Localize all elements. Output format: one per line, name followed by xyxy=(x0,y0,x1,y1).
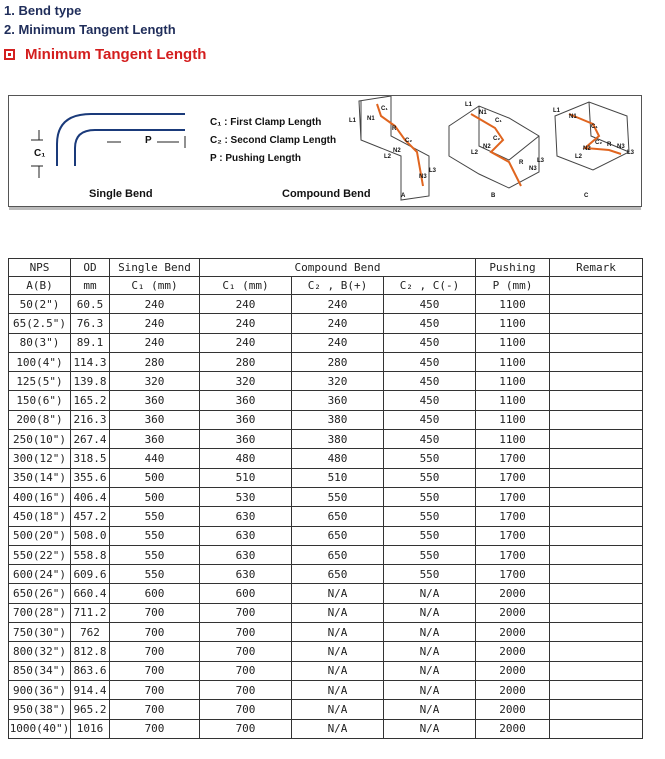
cell-compound-c1: 700 xyxy=(200,603,292,622)
cell-remark xyxy=(550,623,643,642)
compound-view-c xyxy=(555,102,629,170)
cell-compound-c1: 630 xyxy=(200,565,292,584)
subheader-cb-c2c: C₂ , C(-) xyxy=(384,277,476,295)
table-row xyxy=(9,545,643,564)
cell-nps: 950(38") xyxy=(9,700,71,719)
cell-od: 89.1 xyxy=(71,333,110,352)
cell-od: 1016 xyxy=(71,719,110,738)
cell-compound-c1: 480 xyxy=(200,449,292,468)
cell-pushing: 2000 xyxy=(476,584,550,603)
table-row xyxy=(9,295,643,314)
cell-od: 406.4 xyxy=(71,487,110,506)
cell-compound-c2-b: 240 xyxy=(292,333,384,352)
cell-od: 318.5 xyxy=(71,449,110,468)
cell-pushing: 1100 xyxy=(476,333,550,352)
tag-l1-a: L1 xyxy=(349,118,357,124)
tangent-length-table xyxy=(8,258,643,739)
cell-nps: 500(20") xyxy=(9,526,71,545)
table-row xyxy=(9,468,643,487)
table-row xyxy=(9,526,643,545)
tag-c1-a: C₁ xyxy=(381,106,388,112)
cell-nps: 1000(40") xyxy=(9,719,71,738)
cell-single-c1: 700 xyxy=(110,623,200,642)
cell-nps: 750(30") xyxy=(9,623,71,642)
cell-compound-c2-b: 280 xyxy=(292,352,384,371)
cell-remark xyxy=(550,507,643,526)
cell-remark xyxy=(550,565,643,584)
cell-od: 60.5 xyxy=(71,295,110,314)
table-row xyxy=(9,391,643,410)
cell-nps: 300(12") xyxy=(9,449,71,468)
cell-remark xyxy=(550,661,643,680)
cell-od: 660.4 xyxy=(71,584,110,603)
cell-remark xyxy=(550,410,643,429)
cell-remark xyxy=(550,719,643,738)
cell-single-c1: 500 xyxy=(110,487,200,506)
cell-compound-c2-c: 550 xyxy=(384,565,476,584)
cell-compound-c2-b: N/A xyxy=(292,700,384,719)
table-row xyxy=(9,314,643,333)
cell-compound-c1: 240 xyxy=(200,314,292,333)
tag-l1-b: L1 xyxy=(465,102,473,108)
cell-compound-c1: 530 xyxy=(200,487,292,506)
cell-nps: 350(14") xyxy=(9,468,71,487)
tag-l2-a: L2 xyxy=(384,154,392,160)
cell-compound-c2-c: 450 xyxy=(384,352,476,371)
cell-compound-c2-b: 650 xyxy=(292,545,384,564)
cell-remark xyxy=(550,584,643,603)
tag-l3-b: L3 xyxy=(537,158,545,164)
table-row xyxy=(9,565,643,584)
cell-od: 114.3 xyxy=(71,352,110,371)
table-row xyxy=(9,449,643,468)
cell-single-c1: 700 xyxy=(110,603,200,622)
cell-remark xyxy=(550,372,643,391)
header-remark: Remark xyxy=(550,259,643,277)
header-single-bend: Single Bend xyxy=(110,259,200,277)
cell-compound-c2-c: 550 xyxy=(384,487,476,506)
tag-c1-c: C₁ xyxy=(591,124,598,130)
tag-l2-b: L2 xyxy=(471,150,479,156)
cell-compound-c2-b: N/A xyxy=(292,642,384,661)
cell-compound-c2-b: N/A xyxy=(292,719,384,738)
cell-single-c1: 360 xyxy=(110,410,200,429)
square-bullet-icon xyxy=(4,49,15,60)
tag-c1-b: C₁ xyxy=(495,118,502,124)
cell-pushing: 2000 xyxy=(476,642,550,661)
cell-pushing: 1100 xyxy=(476,391,550,410)
cell-compound-c1: 630 xyxy=(200,507,292,526)
cell-pushing: 1100 xyxy=(476,314,550,333)
cell-pushing: 1700 xyxy=(476,545,550,564)
table-row xyxy=(9,372,643,391)
cell-od: 76.3 xyxy=(71,314,110,333)
cell-pushing: 1100 xyxy=(476,410,550,429)
cell-remark xyxy=(550,468,643,487)
cell-nps: 65(2.5") xyxy=(9,314,71,333)
table-row xyxy=(9,680,643,699)
cell-pushing: 1700 xyxy=(476,526,550,545)
cell-single-c1: 550 xyxy=(110,526,200,545)
cell-compound-c1: 630 xyxy=(200,526,292,545)
table-row xyxy=(9,487,643,506)
cell-od: 558.8 xyxy=(71,545,110,564)
cell-nps: 650(26") xyxy=(9,584,71,603)
cell-remark xyxy=(550,391,643,410)
cell-nps: 850(34") xyxy=(9,661,71,680)
cell-compound-c2-c: 450 xyxy=(384,314,476,333)
tag-n1-b: N1 xyxy=(479,110,487,116)
cell-single-c1: 550 xyxy=(110,507,200,526)
legend-p: P : Pushing Length xyxy=(210,153,301,164)
bend-diagram xyxy=(8,95,642,207)
cell-remark xyxy=(550,700,643,719)
cell-nps: 800(32") xyxy=(9,642,71,661)
single-bend-caption: Single Bend xyxy=(89,188,153,200)
cell-remark xyxy=(550,545,643,564)
cell-pushing: 1700 xyxy=(476,468,550,487)
tag-c2-c: C₂ xyxy=(595,140,602,146)
cell-compound-c1: 360 xyxy=(200,430,292,449)
cell-compound-c2-c: 450 xyxy=(384,333,476,352)
legend-c2: C₂ : Second Clamp Length xyxy=(210,135,337,146)
view-b-label: B xyxy=(491,193,496,199)
cell-pushing: 1100 xyxy=(476,372,550,391)
cell-od: 914.4 xyxy=(71,680,110,699)
cell-compound-c2-b: N/A xyxy=(292,603,384,622)
cell-pushing: 1700 xyxy=(476,565,550,584)
cell-nps: 400(16") xyxy=(9,487,71,506)
cell-single-c1: 240 xyxy=(110,295,200,314)
cell-compound-c1: 630 xyxy=(200,545,292,564)
cell-compound-c2-c: N/A xyxy=(384,584,476,603)
cell-remark xyxy=(550,333,643,352)
view-c-label: C xyxy=(584,193,589,199)
table-row xyxy=(9,352,643,371)
cell-nps: 200(8") xyxy=(9,410,71,429)
cell-pushing: 1100 xyxy=(476,295,550,314)
cell-compound-c2-c: N/A xyxy=(384,642,476,661)
cell-nps: 900(36") xyxy=(9,680,71,699)
compound-path-a xyxy=(377,104,423,186)
cell-od: 762 xyxy=(71,623,110,642)
table-row xyxy=(9,603,643,622)
heading-bend-type: 1. Bend type xyxy=(4,3,82,18)
cell-compound-c1: 700 xyxy=(200,680,292,699)
section-title xyxy=(4,44,206,64)
tag-l3-c: L3 xyxy=(627,150,635,156)
tag-n2-a: N2 xyxy=(393,148,401,154)
cell-nps: 450(18") xyxy=(9,507,71,526)
cell-compound-c1: 360 xyxy=(200,391,292,410)
tag-c2-a: C₂ xyxy=(405,138,412,144)
subheader-cb-c1: C₁ (mm) xyxy=(200,277,292,295)
cell-compound-c2-c: 450 xyxy=(384,295,476,314)
cell-remark xyxy=(550,642,643,661)
cell-od: 267.4 xyxy=(71,430,110,449)
cell-remark xyxy=(550,487,643,506)
cell-od: 139.8 xyxy=(71,372,110,391)
cell-pushing: 1700 xyxy=(476,507,550,526)
cell-pushing: 1700 xyxy=(476,449,550,468)
cell-nps: 700(28") xyxy=(9,603,71,622)
cell-compound-c2-c: N/A xyxy=(384,719,476,738)
cell-pushing: 2000 xyxy=(476,661,550,680)
cell-nps: 100(4") xyxy=(9,352,71,371)
table-header-row-2 xyxy=(9,277,643,295)
cell-compound-c2-c: 550 xyxy=(384,545,476,564)
table-row xyxy=(9,584,643,603)
cell-compound-c2-c: N/A xyxy=(384,623,476,642)
cell-pushing: 1100 xyxy=(476,430,550,449)
cell-pushing: 2000 xyxy=(476,603,550,622)
table-header-row-1 xyxy=(9,259,643,277)
tag-n1-c: N1 xyxy=(569,114,577,120)
cell-nps: 600(24") xyxy=(9,565,71,584)
cell-pushing: 2000 xyxy=(476,623,550,642)
tag-l3-a: L3 xyxy=(429,168,437,174)
table-row xyxy=(9,623,643,642)
cell-single-c1: 700 xyxy=(110,680,200,699)
cell-compound-c1: 700 xyxy=(200,661,292,680)
header-od: OD xyxy=(71,259,110,277)
cell-compound-c2-b: 360 xyxy=(292,391,384,410)
compound-path-c xyxy=(569,114,621,154)
cell-pushing: 2000 xyxy=(476,719,550,738)
cell-remark xyxy=(550,352,643,371)
cell-pushing: 2000 xyxy=(476,680,550,699)
cell-remark xyxy=(550,430,643,449)
cell-od: 609.6 xyxy=(71,565,110,584)
cell-compound-c2-b: N/A xyxy=(292,584,384,603)
cell-compound-c2-c: N/A xyxy=(384,603,476,622)
tag-n1-a: N1 xyxy=(367,116,375,122)
table-row xyxy=(9,719,643,738)
cell-pushing: 1700 xyxy=(476,487,550,506)
subheader-remark xyxy=(550,277,643,295)
cell-remark xyxy=(550,603,643,622)
cell-single-c1: 550 xyxy=(110,565,200,584)
cell-single-c1: 700 xyxy=(110,642,200,661)
cell-compound-c1: 700 xyxy=(200,719,292,738)
cell-compound-c1: 700 xyxy=(200,623,292,642)
cell-od: 355.6 xyxy=(71,468,110,487)
cell-compound-c2-b: N/A xyxy=(292,661,384,680)
single-bend-pipe xyxy=(57,114,185,166)
tag-c2-b: C₂ xyxy=(493,136,500,142)
table-row xyxy=(9,661,643,680)
cell-pushing: 1100 xyxy=(476,352,550,371)
subheader-nps: A(B) xyxy=(9,277,71,295)
header-compound-bend: Compound Bend xyxy=(200,259,476,277)
compound-view-b xyxy=(449,106,539,188)
cell-remark xyxy=(550,680,643,699)
cell-single-c1: 360 xyxy=(110,391,200,410)
cell-compound-c2-b: N/A xyxy=(292,680,384,699)
table-row xyxy=(9,410,643,429)
cell-od: 216.3 xyxy=(71,410,110,429)
cell-compound-c1: 600 xyxy=(200,584,292,603)
subheader-single: C₁ (mm) xyxy=(110,277,200,295)
cell-compound-c2-c: 450 xyxy=(384,372,476,391)
section-title-text: Minimum Tangent Length xyxy=(25,45,207,63)
cell-nps: 250(10") xyxy=(9,430,71,449)
cell-single-c1: 320 xyxy=(110,372,200,391)
cell-single-c1: 500 xyxy=(110,468,200,487)
tag-l2-c: L2 xyxy=(575,154,583,160)
cell-compound-c2-c: N/A xyxy=(384,661,476,680)
cell-compound-c2-c: N/A xyxy=(384,700,476,719)
cell-single-c1: 700 xyxy=(110,661,200,680)
tag-r-c: R xyxy=(607,142,612,148)
cell-pushing: 2000 xyxy=(476,700,550,719)
cell-remark xyxy=(550,526,643,545)
cell-compound-c2-b: 380 xyxy=(292,410,384,429)
subheader-pushing: P (mm) xyxy=(476,277,550,295)
cell-compound-c2-c: N/A xyxy=(384,680,476,699)
cell-compound-c1: 320 xyxy=(200,372,292,391)
cell-od: 812.8 xyxy=(71,642,110,661)
cell-single-c1: 280 xyxy=(110,352,200,371)
cell-single-c1: 600 xyxy=(110,584,200,603)
cell-single-c1: 550 xyxy=(110,545,200,564)
cell-compound-c2-b: 480 xyxy=(292,449,384,468)
cell-od: 457.2 xyxy=(71,507,110,526)
cell-compound-c2-c: 450 xyxy=(384,410,476,429)
cell-single-c1: 360 xyxy=(110,430,200,449)
cell-compound-c2-b: 650 xyxy=(292,507,384,526)
cell-od: 965.2 xyxy=(71,700,110,719)
cell-compound-c2-b: 240 xyxy=(292,314,384,333)
tag-n2-c: N2 xyxy=(583,146,591,152)
cell-single-c1: 700 xyxy=(110,719,200,738)
diagram-shadow xyxy=(9,207,641,210)
tag-n2-b: N2 xyxy=(483,144,491,150)
cell-compound-c2-b: 380 xyxy=(292,430,384,449)
cell-od: 863.6 xyxy=(71,661,110,680)
legend-c1: C₁ : First Clamp Length xyxy=(210,117,322,128)
cell-compound-c1: 360 xyxy=(200,410,292,429)
cell-remark xyxy=(550,295,643,314)
cell-nps: 80(3") xyxy=(9,333,71,352)
cell-remark xyxy=(550,314,643,333)
cell-od: 165.2 xyxy=(71,391,110,410)
heading-min-tangent: 2. Minimum Tangent Length xyxy=(4,22,176,37)
cell-compound-c2-c: 550 xyxy=(384,449,476,468)
tag-n3-b: N3 xyxy=(529,166,537,172)
compound-bend-caption: Compound Bend xyxy=(282,188,371,200)
cell-remark xyxy=(550,449,643,468)
table-row xyxy=(9,333,643,352)
cell-nps: 550(22") xyxy=(9,545,71,564)
table-row xyxy=(9,700,643,719)
cell-compound-c2-b: 320 xyxy=(292,372,384,391)
cell-single-c1: 240 xyxy=(110,314,200,333)
tag-r-b: R xyxy=(519,160,524,166)
cell-compound-c2-c: 550 xyxy=(384,526,476,545)
cell-nps: 125(5") xyxy=(9,372,71,391)
subheader-od: mm xyxy=(71,277,110,295)
cell-nps: 150(6") xyxy=(9,391,71,410)
table-row xyxy=(9,642,643,661)
cell-compound-c1: 510 xyxy=(200,468,292,487)
cell-nps: 50(2") xyxy=(9,295,71,314)
cell-compound-c1: 280 xyxy=(200,352,292,371)
cell-compound-c2-b: N/A xyxy=(292,623,384,642)
cell-compound-c2-b: 510 xyxy=(292,468,384,487)
cell-compound-c1: 700 xyxy=(200,642,292,661)
view-a-label: A xyxy=(401,193,406,199)
table-row xyxy=(9,430,643,449)
cell-compound-c2-c: 550 xyxy=(384,507,476,526)
cell-compound-c2-b: 650 xyxy=(292,526,384,545)
subheader-cb-c2b: C₂ , B(+) xyxy=(292,277,384,295)
cell-single-c1: 700 xyxy=(110,700,200,719)
cell-single-c1: 440 xyxy=(110,449,200,468)
cell-compound-c2-b: 550 xyxy=(292,487,384,506)
table-row xyxy=(9,507,643,526)
cell-compound-c1: 700 xyxy=(200,700,292,719)
cell-compound-c2-b: 240 xyxy=(292,295,384,314)
header-nps: NPS xyxy=(9,259,71,277)
cell-compound-c1: 240 xyxy=(200,333,292,352)
cell-od: 508.0 xyxy=(71,526,110,545)
cell-single-c1: 240 xyxy=(110,333,200,352)
cell-compound-c2-c: 450 xyxy=(384,430,476,449)
cell-compound-c2-b: 650 xyxy=(292,565,384,584)
tag-n3-a: N3 xyxy=(419,174,427,180)
cell-od: 711.2 xyxy=(71,603,110,622)
p-label: P xyxy=(145,135,152,146)
tag-r-a: R xyxy=(392,126,397,132)
cell-compound-c1: 240 xyxy=(200,295,292,314)
c1-label: C₁ xyxy=(34,148,46,159)
cell-compound-c2-c: 450 xyxy=(384,391,476,410)
tag-l1-c: L1 xyxy=(553,108,561,114)
header-pushing: Pushing xyxy=(476,259,550,277)
cell-compound-c2-c: 550 xyxy=(384,468,476,487)
tag-n3-c: N3 xyxy=(617,144,625,150)
